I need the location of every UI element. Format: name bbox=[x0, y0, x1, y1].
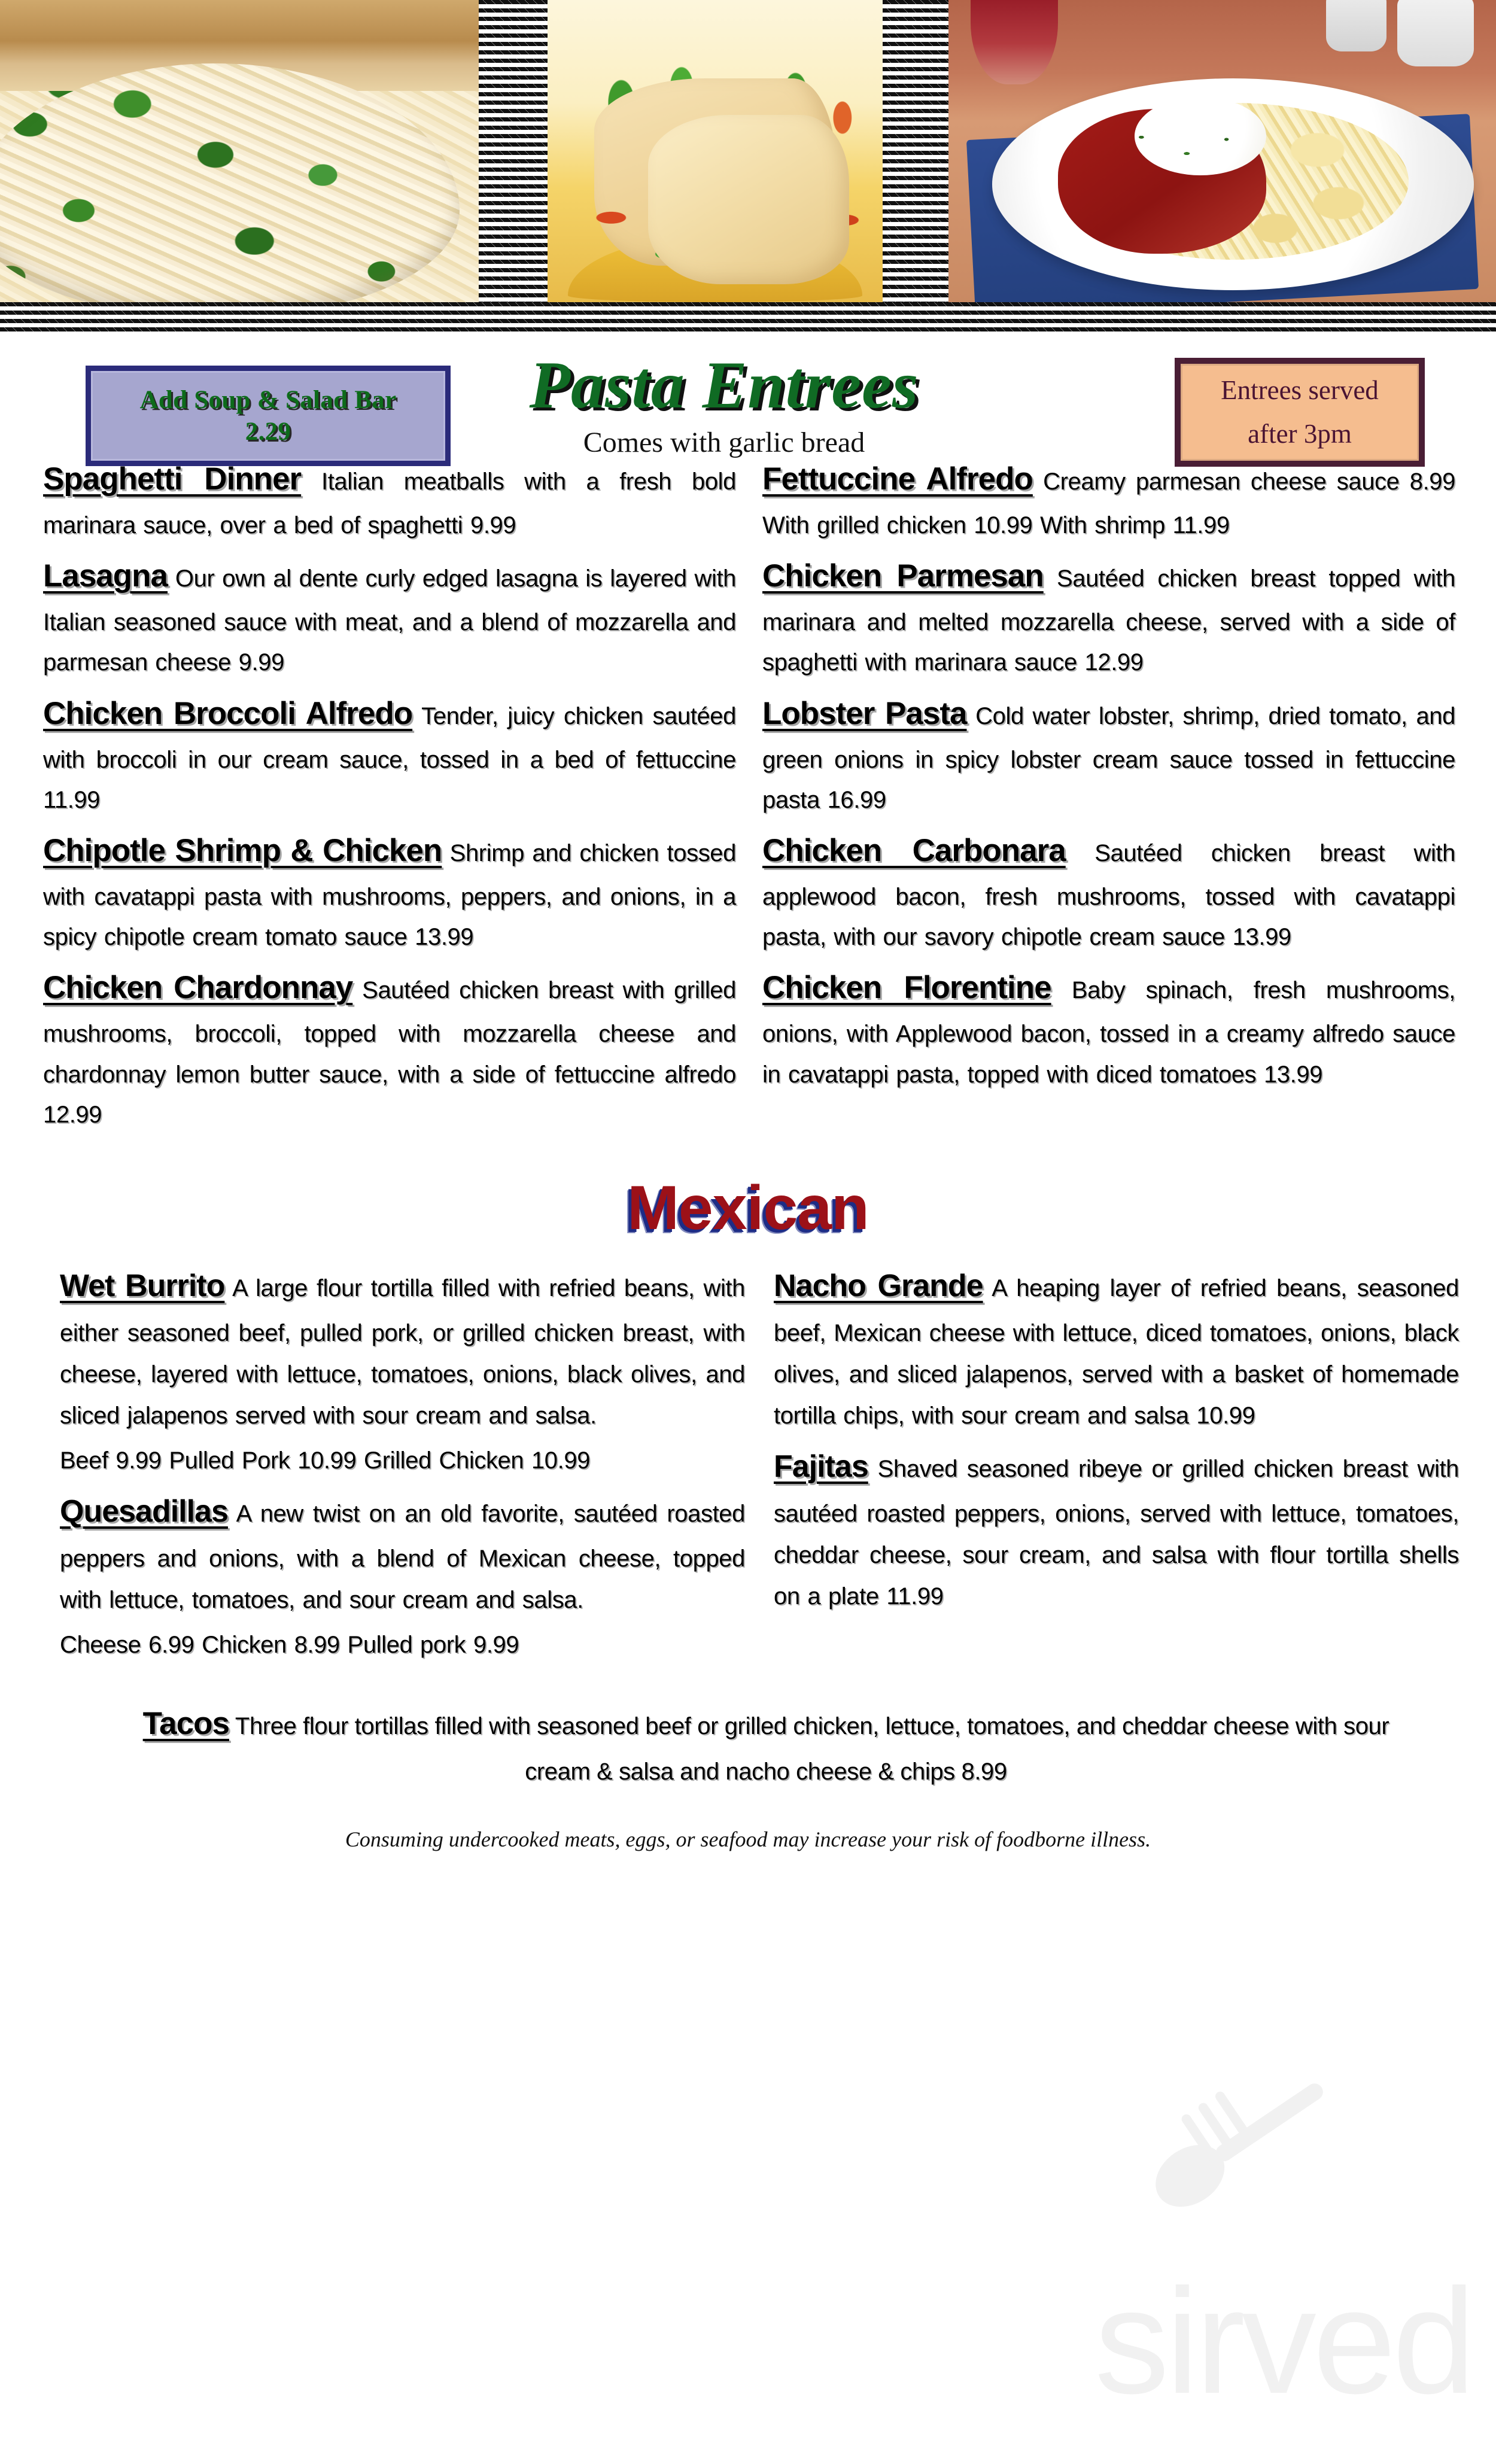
menu-item-name: Quesadillas bbox=[60, 1493, 228, 1529]
menu-item-description: Italian meatballs with a fresh bold marinara sauce, over a bed of spaghetti 9.99 bbox=[43, 469, 737, 539]
menu-item bbox=[43, 549, 736, 683]
menu-item-name: Chicken Parmesan bbox=[762, 558, 1044, 594]
header-photo-fajita bbox=[548, 0, 883, 302]
menu-item-description: Three flour tortillas filled with seasoned beef or grilled chicken, lettuce, tomatoes, and cheddar cheese with sour cream & salsa and nacho cheese & chips 8.99 bbox=[229, 1713, 1389, 1785]
menu-item bbox=[43, 824, 736, 957]
menu-item-name: Lasagna bbox=[43, 558, 168, 594]
menu-item-name: Chicken Broccoli Alfredo bbox=[43, 695, 413, 731]
spaghetti-photo-wine-glass bbox=[971, 0, 1058, 84]
menu-item bbox=[60, 1260, 745, 1437]
menu-item-name: Fajitas bbox=[774, 1449, 868, 1484]
soup-salad-bar-box bbox=[86, 366, 451, 466]
mexican-column-left bbox=[60, 1260, 745, 1669]
menu-item-name: Chicken Florentine bbox=[762, 970, 1051, 1006]
menu-item-description: Sautéed chicken breast topped with marinara and melted mozzarella cheese, served with a side of spaghetti with marinara sauce 12.99 bbox=[762, 565, 1455, 676]
mexican-column-right bbox=[774, 1260, 1459, 1669]
header-photo-spaghetti bbox=[948, 0, 1496, 302]
menu-item-description: Creamy parmesan cheese sauce 8.99 With grilled chicken 10.99 With shrimp 11.99 bbox=[762, 469, 1455, 539]
food-safety-disclaimer: Consuming undercooked meats, eggs, or seafood may increase your risk of foodborne illness. bbox=[345, 1827, 1151, 1852]
menu-item bbox=[43, 452, 736, 546]
menu-item-price-line bbox=[60, 1625, 745, 1666]
fajita-photo-tortilla-front bbox=[648, 115, 849, 284]
menu-item-description: Sautéed chicken breast with grilled mushrooms, broccoli, topped with mozzarella cheese and chardonnay lemon butter sauce, with a side of fettuccine alfredo 12.99 bbox=[43, 977, 736, 1128]
menu-item bbox=[43, 961, 736, 1135]
zigzag-divider-bottom bbox=[0, 302, 1496, 335]
menu-item bbox=[762, 961, 1455, 1094]
mexican-menu-columns bbox=[0, 1260, 1496, 1669]
menu-item-description: Shrimp and chicken tossed with cavatappi pasta with mushrooms, peppers, and onions, in a spicy chipotle cream tomato sauce 13.99 bbox=[43, 840, 737, 951]
menu-item bbox=[762, 549, 1455, 683]
menu-item-description: A large flour tortilla filled with refried beans, with either seasoned beef, pulled pork, or grilled chicken breast, with cheese, layered with lettuce, tomatoes, onions, black olives, and sliced jalapenos served with sour cream and salsa. bbox=[60, 1275, 745, 1429]
menu-item bbox=[43, 687, 736, 820]
fajita-photo-body bbox=[548, 0, 883, 302]
menu-item bbox=[762, 824, 1455, 957]
alfredo-photo-body bbox=[0, 0, 479, 302]
menu-item bbox=[762, 687, 1455, 820]
sirved-watermark-text: sirved bbox=[1094, 2258, 1472, 2425]
menu-item-name: Nacho Grande bbox=[774, 1268, 983, 1304]
menu-item-description: A new twist on an old favorite, sautéed roasted peppers and onions, with a blend of Mexican cheese, topped with lettuce, tomatoes, and sour cream and salsa. bbox=[60, 1500, 745, 1613]
menu-item-description: Baby spinach, fresh mushrooms, onions, with Applewood bacon, tossed in a creamy alfredo sauce in cavatappi pasta, topped with diced tomatoes 13.99 bbox=[762, 977, 1455, 1088]
menu-item bbox=[774, 1260, 1459, 1437]
menu-item-price-line bbox=[60, 1440, 745, 1482]
menu-item-description: Cold water lobster, shrimp, dried tomato, and green onions in spicy lobster cream sauce tossed in fettuccine pasta 16.99 bbox=[762, 702, 1455, 813]
spaghetti-photo-shaker-small bbox=[1326, 0, 1386, 51]
pasta-menu-columns bbox=[0, 452, 1496, 1139]
menu-item-name: Chicken Carbonara bbox=[762, 833, 1066, 869]
menu-item-name: Fettuccine Alfredo bbox=[762, 461, 1033, 497]
menu-item-description: Shaved seasoned ribeye or grilled chicken breast with sautéed roasted peppers, onions, served with lettuce, tomatoes, cheddar cheese, sour cream, and salsa with flour tortilla shells on a plate 11.99 bbox=[774, 1455, 1459, 1610]
mexican-title: Mexican bbox=[627, 1173, 869, 1243]
menu-item-description: Sautéed chicken breast with applewood bacon, fresh mushrooms, tossed with cavatappi pasta, with our savory chipotle cream sauce 13.99 bbox=[762, 840, 1455, 951]
spaghetti-photo-herbs bbox=[1113, 121, 1255, 175]
menu-item bbox=[774, 1440, 1459, 1617]
spoon-fork-icon bbox=[1119, 2051, 1370, 2249]
spaghetti-photo-body bbox=[948, 0, 1496, 302]
menu-item-name: Spaghetti Dinner bbox=[43, 461, 302, 497]
pasta-column-right bbox=[762, 452, 1455, 1139]
menu-item-name: Chicken Chardonnay bbox=[43, 970, 353, 1006]
menu-item bbox=[762, 452, 1455, 546]
menu-item-name: Tacos bbox=[142, 1706, 229, 1742]
pasta-entrees-heading-group bbox=[467, 348, 981, 458]
menu-item-prices: Beef 9.99 Pulled Pork 10.99 Grilled Chicken 10.99 bbox=[60, 1447, 591, 1474]
entrees-hours-box bbox=[1175, 358, 1425, 467]
menu-page bbox=[0, 335, 1496, 2464]
pasta-entrees-title: Pasta Entrees bbox=[529, 348, 919, 422]
entrees-hours-line2: after 3pm bbox=[1248, 419, 1352, 449]
menu-item-description: Our own al dente curly edged lasagna is layered with Italian seasoned sauce with meat, and a blend of mozzarella and parmesan cheese 9.99 bbox=[43, 565, 736, 676]
zigzag-divider-left bbox=[479, 0, 548, 302]
entrees-hours-line1: Entrees served bbox=[1221, 375, 1379, 405]
menu-item-description: Tender, juicy chicken sautéed with broccoli in our cream sauce, tossed in a bed of fettuccine 11.99 bbox=[43, 702, 736, 813]
menu-item-name: Lobster Pasta bbox=[762, 695, 967, 731]
menu-item-prices: Cheese 6.99 Chicken 8.99 Pulled pork 9.99 bbox=[60, 1631, 519, 1658]
header-photo-alfredo bbox=[0, 0, 479, 302]
spaghetti-photo-shaker bbox=[1397, 0, 1474, 66]
menu-item-name: Wet Burrito bbox=[60, 1268, 225, 1304]
header-photo-strip bbox=[0, 0, 1496, 302]
pasta-column-left bbox=[43, 452, 736, 1139]
sirved-watermark bbox=[934, 2009, 1472, 2428]
pasta-entrees-subtitle: Comes with garlic bread bbox=[583, 427, 865, 458]
menu-item-name: Chipotle Shrimp & Chicken bbox=[43, 833, 442, 869]
soup-salad-bar-price: 2.29 bbox=[245, 418, 291, 446]
soup-salad-bar-label: Add Soup & Salad Bar bbox=[139, 386, 397, 414]
mexican-section-heading bbox=[0, 1173, 1496, 1243]
menu-item-tacos bbox=[126, 1696, 1406, 1792]
section-title-row bbox=[0, 335, 1496, 458]
alfredo-photo-bowl bbox=[0, 63, 460, 302]
zigzag-divider-right bbox=[883, 0, 948, 302]
menu-item bbox=[60, 1485, 745, 1621]
menu-item-description: A heaping layer of refried beans, seasoned beef, Mexican cheese with lettuce, diced tomatoes, onions, black olives, and sliced jalapenos, served with a basket of homemade tortilla chips, with sour cream and salsa 10.99 bbox=[774, 1275, 1459, 1429]
